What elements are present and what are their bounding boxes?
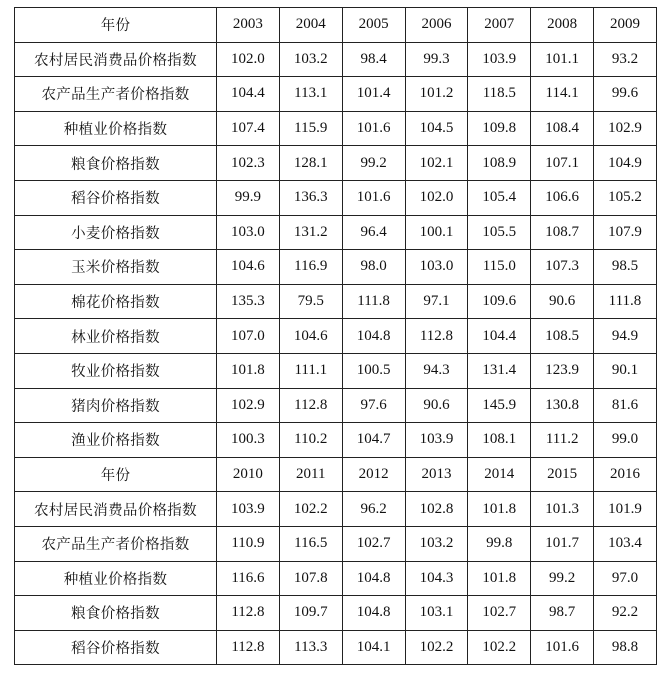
value-cell: 135.3 — [217, 284, 280, 319]
value-cell: 104.8 — [342, 319, 405, 354]
value-cell: 100.1 — [405, 215, 468, 250]
table-row — [15, 353, 657, 388]
value-cell: 105.4 — [468, 180, 531, 215]
value-cell: 98.4 — [342, 42, 405, 77]
year-header-cell: 2010 — [217, 457, 280, 492]
value-cell: 101.2 — [405, 77, 468, 112]
value-cell: 102.0 — [217, 42, 280, 77]
value-cell: 99.0 — [594, 423, 657, 458]
value-cell: 94.9 — [594, 319, 657, 354]
year-header-cell: 2004 — [279, 8, 342, 43]
value-cell: 105.2 — [594, 180, 657, 215]
value-cell: 103.9 — [468, 42, 531, 77]
value-cell: 79.5 — [279, 284, 342, 319]
row-label: 农村居民消费品价格指数 — [15, 42, 217, 77]
value-cell: 90.6 — [405, 388, 468, 423]
value-cell: 113.1 — [279, 77, 342, 112]
table-row — [15, 388, 657, 423]
row-label: 农产品生产者价格指数 — [15, 77, 217, 112]
value-cell: 103.9 — [405, 423, 468, 458]
value-cell: 96.4 — [342, 215, 405, 250]
value-cell: 101.7 — [531, 526, 594, 561]
value-cell: 99.6 — [594, 77, 657, 112]
year-header-cell: 2003 — [217, 8, 280, 43]
value-cell: 90.6 — [531, 284, 594, 319]
value-cell: 116.6 — [217, 561, 280, 596]
value-cell: 101.6 — [531, 630, 594, 665]
value-cell: 92.2 — [594, 596, 657, 631]
table-row — [15, 111, 657, 146]
table-row — [15, 319, 657, 354]
value-cell: 101.6 — [342, 111, 405, 146]
value-cell: 99.8 — [468, 526, 531, 561]
value-cell: 131.2 — [279, 215, 342, 250]
value-cell: 103.4 — [594, 526, 657, 561]
table-row — [15, 596, 657, 631]
year-header-cell: 2007 — [468, 8, 531, 43]
value-cell: 107.0 — [217, 319, 280, 354]
value-cell: 102.8 — [405, 492, 468, 527]
price-index-table — [14, 7, 657, 665]
year-header-cell: 2006 — [405, 8, 468, 43]
value-cell: 107.1 — [531, 146, 594, 181]
table-body — [15, 8, 657, 665]
row-label: 稻谷价格指数 — [15, 630, 217, 665]
value-cell: 112.8 — [217, 596, 280, 631]
value-cell: 104.1 — [342, 630, 405, 665]
value-cell: 108.1 — [468, 423, 531, 458]
value-cell: 111.1 — [279, 353, 342, 388]
value-cell: 110.2 — [279, 423, 342, 458]
row-label: 林业价格指数 — [15, 319, 217, 354]
table-row — [15, 423, 657, 458]
value-cell: 101.9 — [594, 492, 657, 527]
value-cell: 103.0 — [217, 215, 280, 250]
row-label: 渔业价格指数 — [15, 423, 217, 458]
value-cell: 104.7 — [342, 423, 405, 458]
value-cell: 145.9 — [468, 388, 531, 423]
value-cell: 101.3 — [531, 492, 594, 527]
value-cell: 102.9 — [594, 111, 657, 146]
year-header-cell: 2011 — [279, 457, 342, 492]
value-cell: 103.2 — [279, 42, 342, 77]
value-cell: 106.6 — [531, 180, 594, 215]
year-header-label: 年份 — [15, 8, 217, 43]
value-cell: 111.2 — [531, 423, 594, 458]
row-label: 猪肉价格指数 — [15, 388, 217, 423]
year-header-cell: 2009 — [594, 8, 657, 43]
value-cell: 102.7 — [342, 526, 405, 561]
value-cell: 81.6 — [594, 388, 657, 423]
value-cell: 93.2 — [594, 42, 657, 77]
value-cell: 98.5 — [594, 250, 657, 285]
value-cell: 101.4 — [342, 77, 405, 112]
table-row — [15, 630, 657, 665]
value-cell: 102.2 — [468, 630, 531, 665]
value-cell: 102.2 — [405, 630, 468, 665]
table-row — [15, 77, 657, 112]
value-cell: 101.8 — [468, 492, 531, 527]
row-label: 种植业价格指数 — [15, 561, 217, 596]
row-label: 牧业价格指数 — [15, 353, 217, 388]
value-cell: 107.3 — [531, 250, 594, 285]
value-cell: 99.2 — [531, 561, 594, 596]
value-cell: 90.1 — [594, 353, 657, 388]
year-header-cell: 2013 — [405, 457, 468, 492]
year-header-label: 年份 — [15, 457, 217, 492]
year-header-cell: 2016 — [594, 457, 657, 492]
value-cell: 102.9 — [217, 388, 280, 423]
value-cell: 97.6 — [342, 388, 405, 423]
value-cell: 99.3 — [405, 42, 468, 77]
value-cell: 114.1 — [531, 77, 594, 112]
value-cell: 128.1 — [279, 146, 342, 181]
value-cell: 101.8 — [217, 353, 280, 388]
value-cell: 103.9 — [217, 492, 280, 527]
value-cell: 101.1 — [531, 42, 594, 77]
value-cell: 105.5 — [468, 215, 531, 250]
year-header-cell: 2014 — [468, 457, 531, 492]
value-cell: 112.8 — [405, 319, 468, 354]
value-cell: 103.0 — [405, 250, 468, 285]
value-cell: 97.0 — [594, 561, 657, 596]
value-cell: 103.2 — [405, 526, 468, 561]
value-cell: 107.9 — [594, 215, 657, 250]
value-cell: 100.3 — [217, 423, 280, 458]
value-cell: 109.6 — [468, 284, 531, 319]
value-cell: 111.8 — [594, 284, 657, 319]
value-cell: 102.0 — [405, 180, 468, 215]
value-cell: 111.8 — [342, 284, 405, 319]
value-cell: 131.4 — [468, 353, 531, 388]
value-cell: 109.7 — [279, 596, 342, 631]
value-cell: 113.3 — [279, 630, 342, 665]
row-label: 农村居民消费品价格指数 — [15, 492, 217, 527]
value-cell: 104.5 — [405, 111, 468, 146]
value-cell: 116.5 — [279, 526, 342, 561]
value-cell: 108.5 — [531, 319, 594, 354]
value-cell: 102.1 — [405, 146, 468, 181]
year-header-row — [15, 457, 657, 492]
table-row — [15, 215, 657, 250]
row-label: 种植业价格指数 — [15, 111, 217, 146]
row-label: 农产品生产者价格指数 — [15, 526, 217, 561]
value-cell: 104.3 — [405, 561, 468, 596]
year-header-cell: 2012 — [342, 457, 405, 492]
value-cell: 108.4 — [531, 111, 594, 146]
value-cell: 118.5 — [468, 77, 531, 112]
value-cell: 97.1 — [405, 284, 468, 319]
value-cell: 104.8 — [342, 561, 405, 596]
value-cell: 112.8 — [217, 630, 280, 665]
value-cell: 102.7 — [468, 596, 531, 631]
value-cell: 99.9 — [217, 180, 280, 215]
value-cell: 107.4 — [217, 111, 280, 146]
value-cell: 102.2 — [279, 492, 342, 527]
row-label: 稻谷价格指数 — [15, 180, 217, 215]
value-cell: 108.9 — [468, 146, 531, 181]
table-row — [15, 492, 657, 527]
value-cell: 96.2 — [342, 492, 405, 527]
value-cell: 115.9 — [279, 111, 342, 146]
table-row — [15, 180, 657, 215]
value-cell: 104.4 — [217, 77, 280, 112]
value-cell: 108.7 — [531, 215, 594, 250]
value-cell: 99.2 — [342, 146, 405, 181]
table-row — [15, 561, 657, 596]
year-header-cell: 2015 — [531, 457, 594, 492]
value-cell: 104.6 — [279, 319, 342, 354]
value-cell: 103.1 — [405, 596, 468, 631]
value-cell: 104.9 — [594, 146, 657, 181]
value-cell: 104.4 — [468, 319, 531, 354]
table-row — [15, 284, 657, 319]
value-cell: 115.0 — [468, 250, 531, 285]
table-row — [15, 146, 657, 181]
value-cell: 130.8 — [531, 388, 594, 423]
year-header-row — [15, 8, 657, 43]
table-row — [15, 526, 657, 561]
value-cell: 136.3 — [279, 180, 342, 215]
value-cell: 101.8 — [468, 561, 531, 596]
year-header-cell: 2005 — [342, 8, 405, 43]
value-cell: 98.0 — [342, 250, 405, 285]
value-cell: 104.6 — [217, 250, 280, 285]
row-label: 粮食价格指数 — [15, 146, 217, 181]
value-cell: 123.9 — [531, 353, 594, 388]
value-cell: 94.3 — [405, 353, 468, 388]
value-cell: 116.9 — [279, 250, 342, 285]
value-cell: 104.8 — [342, 596, 405, 631]
row-label: 棉花价格指数 — [15, 284, 217, 319]
value-cell: 107.8 — [279, 561, 342, 596]
value-cell: 109.8 — [468, 111, 531, 146]
table-row — [15, 250, 657, 285]
value-cell: 98.7 — [531, 596, 594, 631]
value-cell: 110.9 — [217, 526, 280, 561]
year-header-cell: 2008 — [531, 8, 594, 43]
row-label: 粮食价格指数 — [15, 596, 217, 631]
value-cell: 112.8 — [279, 388, 342, 423]
value-cell: 101.6 — [342, 180, 405, 215]
row-label: 小麦价格指数 — [15, 215, 217, 250]
value-cell: 100.5 — [342, 353, 405, 388]
value-cell: 102.3 — [217, 146, 280, 181]
table-row — [15, 42, 657, 77]
value-cell: 98.8 — [594, 630, 657, 665]
row-label: 玉米价格指数 — [15, 250, 217, 285]
